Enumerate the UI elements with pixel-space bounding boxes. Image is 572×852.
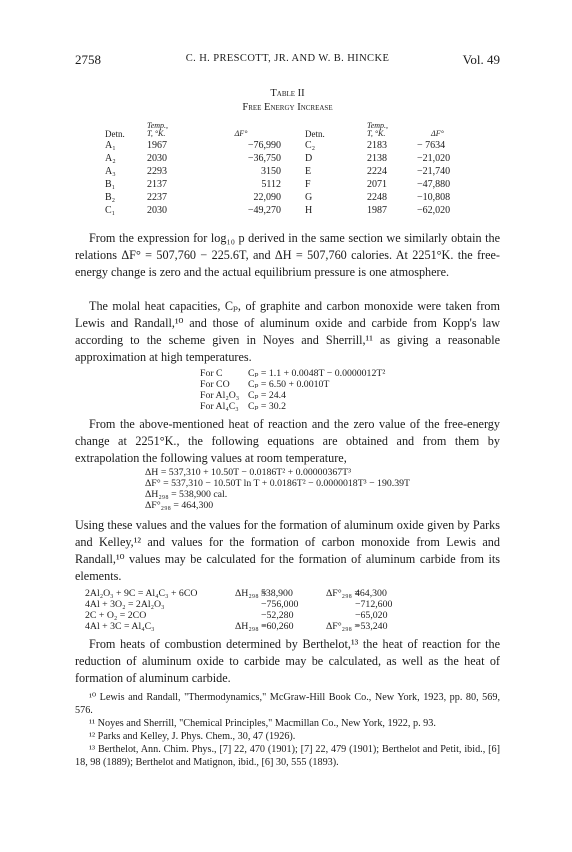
cell-df: −49,270 [247,205,281,216]
cell-detn: E [305,166,312,177]
cell-detn: A₁ [105,140,116,151]
table-body [105,138,491,216]
thermo-equation: ΔH₂₉₈ = 538,900 cal. [145,489,228,500]
cell-detn: A₃ [105,166,116,177]
df-label: ΔF°₂₉₈ = [326,588,360,599]
reaction-equation: 2C + O₂ = 2CO [85,610,147,621]
col-detn-2: Detn. [305,129,325,139]
cell-temp: 2030 [147,205,167,216]
free-energy-table [105,118,491,216]
cell-temp: 2293 [147,166,167,177]
cell-temp: 2183 [367,140,387,151]
footnote-12: ¹² Parks and Kelley, J. Phys. Chem., 30, 47 (1926). [89,731,296,742]
thermo-equation: ΔF°₂₉₈ = 464,300 [145,500,214,511]
volume-label: Vol. 49 [462,52,500,67]
dh-value: 538,900 [261,588,293,599]
heat-capacity-line [200,379,385,390]
cell-temp: 2137 [147,179,167,190]
reaction-equation: 2Al₂O₃ + 9C = Al₄C₃ + 6CO [85,588,198,599]
cell-temp: 2224 [367,166,387,177]
cell-df: 22,090 [253,192,281,203]
col-df: ΔF° [234,129,248,138]
thermo-equations [145,467,410,511]
footnotes [75,691,500,769]
substance-label: For Al₄C₃ [200,401,239,412]
reaction-equation: 4Al + 3C = Al₄C₃ [85,621,155,632]
cell-temp: 2237 [147,192,167,203]
cell-df: −47,880 [417,179,451,190]
heat-capacity-equation: Cₚ = 1.1 + 0.0048T − 0.0000012T² [248,368,386,379]
substance-label: For CO [200,379,230,390]
cell-detn: C₂ [305,140,316,151]
running-header [75,52,500,68]
dh-value: −60,260 [261,621,294,632]
col-temp-2: Temp., T, °K. [367,121,389,138]
cell-df: −62,020 [417,205,451,216]
dh-label: ΔH₂₉₈ = [235,588,267,599]
col-detn: Detn. [105,129,125,139]
footnote-10: ¹⁰ Lewis and Randall, "Thermodynamics," McGraw-Hill Book Co., New York, 1923, pp. 80, 569, 576. [75,692,500,716]
thermo-equation: ΔH = 537,310 + 10.50T − 0.0186T² + 0.00000367T³ [145,467,352,478]
dh-label: ΔH₂₉₈ = [235,621,267,632]
reaction-equation: 4Al + 3O₂ = 2Al₂O₃ [85,599,165,610]
heat-capacity-equations [200,368,385,412]
cell-df: 3150 [261,166,281,177]
cell-detn: C₁ [105,205,116,216]
footnote-11: ¹¹ Noyes and Sherrill, "Chemical Principles," Macmillan Co., New York, 1922, p. 93. [89,718,436,729]
cell-df: −36,750 [247,153,281,164]
table-row [105,138,491,151]
cell-df: 5112 [261,179,281,190]
df-value: −712,600 [355,599,393,610]
running-authors: C. H. PRESCOTT, JR. AND W. B. HINCKE [185,53,390,64]
cell-df: − 7634 [417,140,446,151]
table-title: Table II [270,88,305,99]
heat-capacity-line [200,390,385,401]
table-header-row [105,118,491,138]
df-value: −65,020 [355,610,388,621]
table-row [105,151,491,164]
cell-df: −21,740 [417,166,451,177]
cell-temp: 1967 [147,140,167,151]
cell-df: −21,020 [417,153,451,164]
cell-df: −10,808 [417,192,451,203]
heat-capacity-equation: Cₚ = 6.50 + 0.0010T [248,379,330,390]
heat-capacity-equation: Cₚ = 24.4 [248,390,287,401]
cell-detn: D [305,153,313,164]
substance-label: For Al₂O₃ [200,390,240,401]
dh-value: −52,280 [261,610,294,621]
thermo-equation: ΔF° = 537,310 − 10.50T ln T + 0.0186T² − 0.0000018T³ − 190.39T [145,478,410,489]
paragraph-3: From the above-mentioned heat of reaction and the zero value of the free-energy change at 2251°K., the following equations are obtained and from them by extrapolation the following values at room temperature, [75,417,500,465]
cell-detn: F [305,179,311,190]
col-df-2: ΔF° [431,129,444,138]
cell-temp: 2071 [367,179,387,190]
table-row [105,164,491,177]
paragraph-1: From the expression for log₁₀ p derived in the same section we similarly obtain the relations ΔF° = 507,760 − 225.6T, and ΔH = 507,760 calories. At 2251°K. the free-energy change is zero and the actual equilibrium pressure is one atmosphere. [75,231,500,279]
paragraph-4: Using these values and the values for the formation of aluminum oxide given by Parks and Kelley,¹² and values for the formation of carbon monoxide from Lewis and Randall,¹⁰ values may be calculated for the formation of aluminum carbide from its elements. [75,518,500,583]
table-subtitle: Free Energy Increase [242,102,333,113]
substance-label: For C [200,368,223,379]
heat-capacity-line [200,401,385,412]
heat-capacity-equation: Cₚ = 30.2 [248,401,287,412]
footnote-13: ¹³ Berthelot, Ann. Chim. Phys., [7] 22, 470 (1901); [7] 22, 479 (1901); Berthelot and Petit, ibid., [6] 18, 98 (1889); Berthelot and Matignon, ibid., [6] 30, 555 (1893). [75,744,500,768]
cell-temp: 2248 [367,192,387,203]
cell-detn: G [305,192,313,203]
paragraph-2: The molal heat capacities, Cₚ, of graphite and carbon monoxide were taken from Lewis and Randall,¹⁰ and those of aluminum oxide and carbide from Kopp's law according to the scheme given in Noyes and Sherrill,¹¹ as giving a reasonable approximation at high temperatures. [75,299,500,364]
cell-temp: 2030 [147,153,167,164]
table-row [105,177,491,190]
table-row [105,203,491,216]
cell-detn: B₂ [105,192,116,203]
cell-detn: B₁ [105,179,116,190]
page-number: 2758 [75,52,101,67]
table-row [105,190,491,203]
cell-df: −76,990 [247,140,281,151]
col-temp: Temp., T, °K. [147,121,169,138]
dh-value: −756,000 [261,599,299,610]
cell-temp: 1987 [367,205,387,216]
heat-capacity-line [200,368,385,379]
cell-temp: 2138 [367,153,387,164]
df-value: −53,240 [355,621,388,632]
paragraph-5: From heats of combustion determined by Berthelot,¹³ the heat of reaction for the reduction of aluminum oxide to carbide may be calculated, as well as the heat of formation of aluminum carbide. [75,637,500,685]
cell-detn: A₂ [105,153,116,164]
cell-detn: H [305,205,313,216]
df-value: 464,300 [355,588,387,599]
df-label: ΔF°₂₉₈ = [326,621,360,632]
